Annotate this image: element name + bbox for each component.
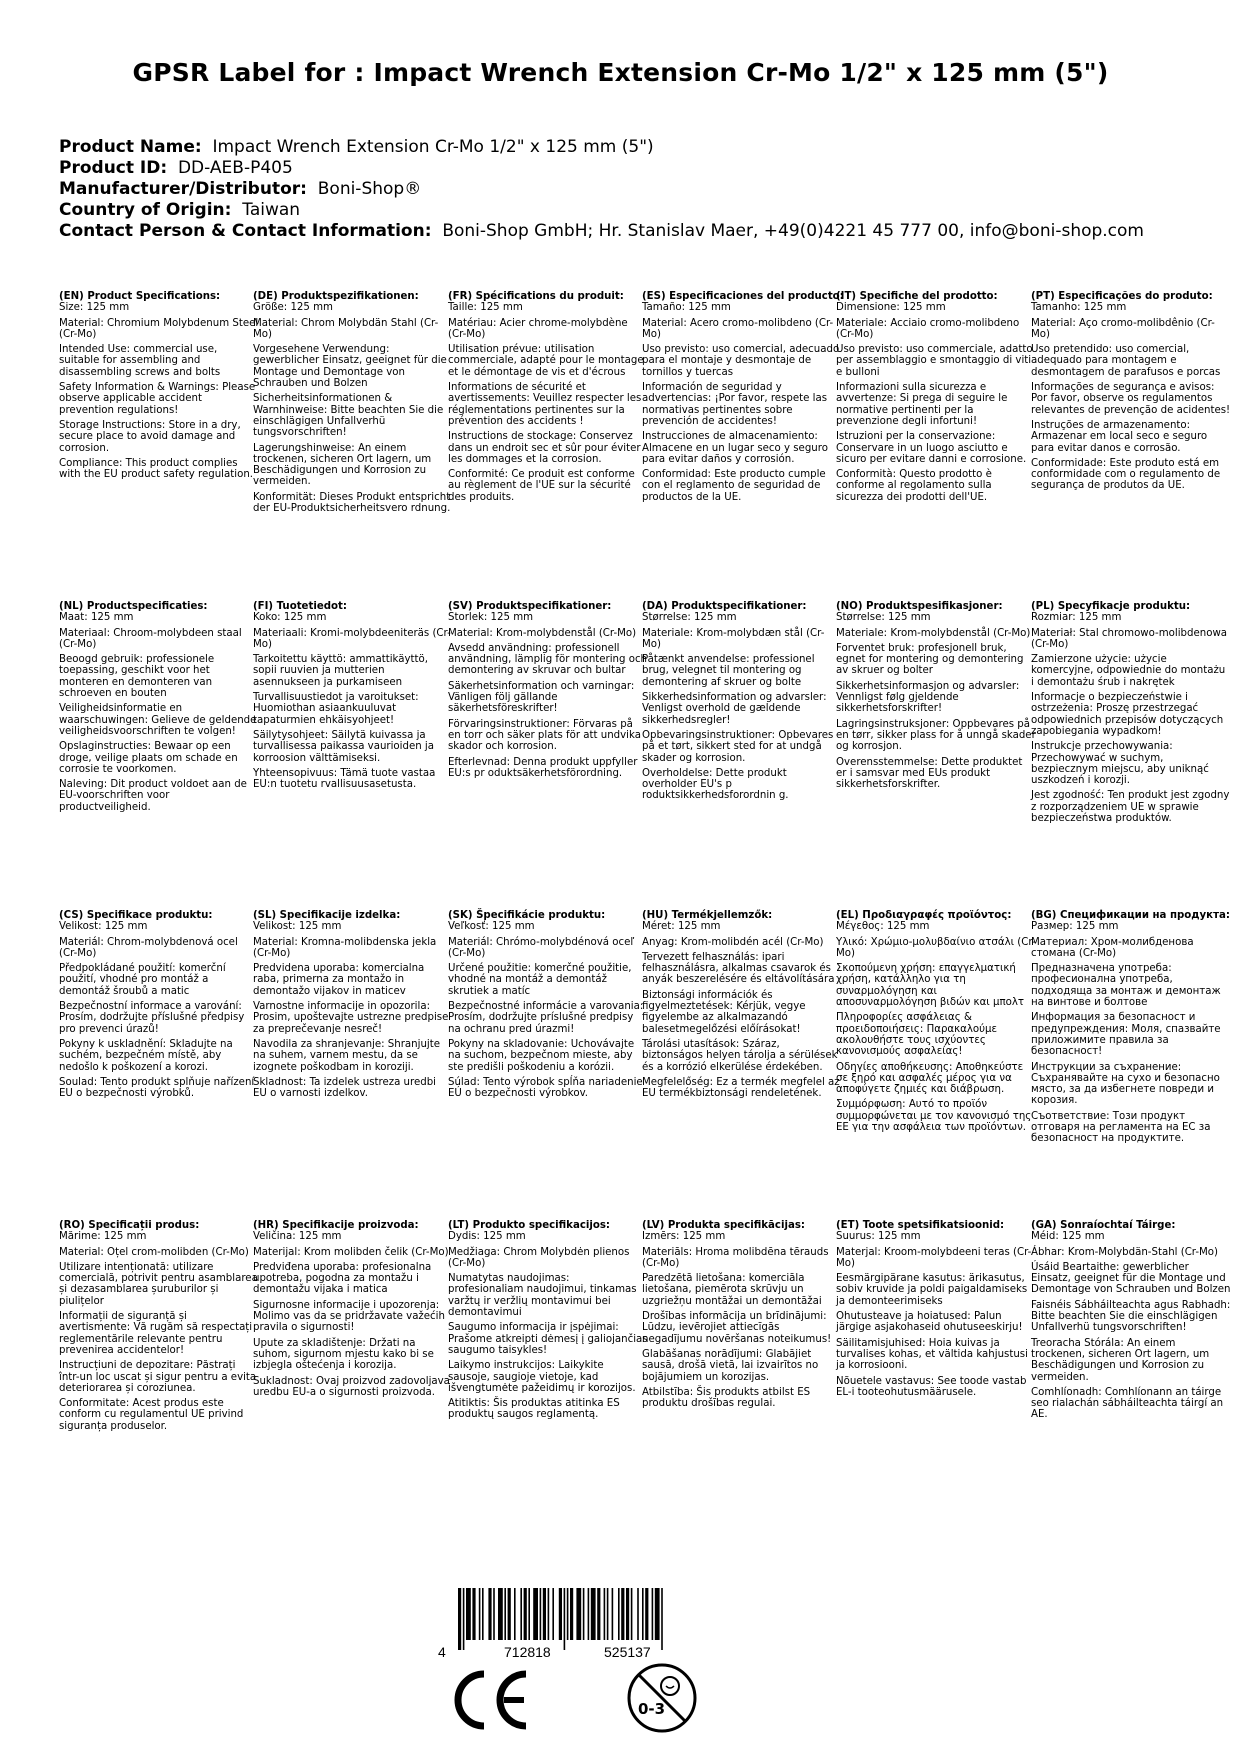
spec-size: Maat: 125 mm: [59, 612, 134, 624]
spec-paragraph: Ohutusteave ja hoiatused: Palun järgige asjakohaseid ohutuseeskirju!: [836, 1311, 1023, 1334]
spec-paragraph: Predviđena uporaba: profesionalna upotreba, pogodna za montažu i demontažu vijaka i matica: [253, 1261, 432, 1296]
barcode-bar: [626, 1588, 629, 1640]
spec-paragraph: Sukladnost: Ovaj proizvod zadovoljava uredbu EU-a o sigurnosti proizvoda.: [253, 1375, 450, 1398]
barcode-bar: [564, 1588, 566, 1650]
spec-paragraph: Utilizare intenționată: utilizare comercială, potrivit pentru asamblarea și dezasamblarea șuruburilor și piulițelor: [59, 1261, 258, 1307]
spec-paragraph: Materiale: Acciaio cromo-molibdeno (Cr-Mo): [836, 317, 1020, 340]
spec-paragraph: Material: Chrom Molybdän Stahl (Cr-Mo): [253, 317, 439, 340]
barcode-bar: [642, 1588, 644, 1640]
spec-paragraph: Intended Use: commercial use, suitable for assembling and disassembling screws and bolts: [59, 344, 221, 378]
barcode: [436, 1588, 736, 1660]
spec-paragraph: Informazioni sulla sicurezza e avvertenze: Si prega di seguire le normative pertinenti per la prevenzione degli infortuni!: [836, 382, 1008, 427]
spec-header: (NO) Produktspesifikasjoner:: [836, 601, 1003, 612]
spec-paragraph: Tervezett felhasználás: ipari felhasználásra, alkalmas csavarok és anyák beszerelésére és eltávolítására: [642, 951, 835, 986]
barcode-bar: [621, 1588, 624, 1640]
barcode-bar: [533, 1588, 538, 1640]
spec-size: Storlek: 125 mm: [448, 612, 534, 624]
spec-block: [836, 1220, 1036, 1402]
spec-header: (CS) Specifikace produktu:: [59, 910, 213, 921]
barcode-bar: [458, 1588, 461, 1650]
spec-paragraph: Instrucciones de almacenamiento: Almacene en un lugar seco y seguro para evitar daños y corrosión.: [642, 431, 828, 465]
spec-block: [59, 601, 259, 817]
spec-size: Velikost: 125 mm: [253, 921, 342, 933]
barcode-bar: [645, 1588, 648, 1640]
spec-header: (SL) Specifikacije izdelka:: [253, 910, 401, 921]
spec-block: [448, 291, 648, 507]
spec-paragraph: Material: Chromium Molybdenum Steel (Cr-Mo): [59, 317, 259, 340]
barcode-bar: [583, 1588, 585, 1640]
spec-paragraph: Lagerungshinweise: An einem trockenen, sicheren Ort lagern, um Beschädigungen und Korrosion zu vermeiden.: [253, 442, 432, 488]
spec-paragraph: Informations de sécurité et avertissements: Veuillez respecter les réglementations pertinentes sur la prévention des accidents !: [448, 382, 642, 427]
spec-paragraph: Nõuetele vastavus: See toode vastab EL-i tooteohutusmäärusele.: [836, 1375, 1027, 1398]
spec-paragraph: Sikkerhetsinformasjon og advarsler: Vennligst følg gjeldende sikkerhetsforskrifter!: [836, 680, 1020, 715]
barcode-bar: [540, 1588, 542, 1640]
barcode-bar: [514, 1588, 516, 1640]
barcode-bar: [488, 1588, 491, 1640]
spec-paragraph: Určené použitie: komerčné použitie, vhodné na montáž a demontáž skrutiek a matíc: [448, 963, 632, 997]
spec-paragraph: Beoogd gebruik: professionele toepassing, geschikt voor het monteren en demonteren van schroeven en bouten: [59, 654, 215, 700]
spec-paragraph: Información de seguridad y advertencias: ¡Por favor, respete las normativas pertinentes sobre prevención de accidentes!: [642, 382, 828, 427]
barcode-bar: [559, 1588, 562, 1640]
spec-paragraph: Yhteensopivuus: Tämä tuote vastaa EU:n tuotetu rvallisuusasetusta.: [253, 767, 436, 791]
spec-header: (DA) Produktspecifikationer:: [642, 601, 807, 612]
spec-header: (FR) Spécifications du produit:: [448, 291, 624, 302]
spec-paragraph: Soulad: Tento produkt splňuje nařízení EU o bezpečnosti výrobků.: [59, 1076, 255, 1100]
barcode-bar: [498, 1588, 503, 1640]
barcode-bar: [482, 1588, 484, 1640]
spec-size: Dydis: 125 mm: [448, 1231, 526, 1243]
spec-size: Størrelse: 125 mm: [642, 612, 737, 624]
spec-paragraph: Συμμόρφωση: Αυτό το προϊόν συμμορφώνεται με τον κανονισμό της ΕΕ για την ασφάλεια των προϊόντων.: [836, 1099, 1032, 1134]
spec-paragraph: Säilitamisjuhised: Hoia kuivas ja turvalises kohas, et vältida kahjustusi ja korrosiooni.: [836, 1337, 1028, 1372]
spec-header: (NL) Productspecificaties:: [59, 601, 208, 612]
spec-size: Størrelse: 125 mm: [836, 612, 931, 624]
spec-size: Méret: 125 mm: [642, 921, 721, 933]
spec-paragraph: Instruções de armazenamento: Armazenar em local seco e seguro para evitar danos e corrosão.: [1031, 419, 1208, 454]
spec-header: (BG) Спецификации на продукта:: [1031, 910, 1230, 921]
spec-header: (PT) Especificações do produto:: [1031, 291, 1213, 302]
spec-block: [448, 910, 648, 1103]
spec-size: Mărime: 125 mm: [59, 1231, 147, 1243]
barcode-bar: [479, 1588, 481, 1640]
spec-paragraph: Súlad: Tento výrobok spĺňa nariadenie EÚ o bezpečnosti výrobkov.: [448, 1076, 643, 1100]
page-title: GPSR Label for : Impact Wrench Extension Cr-Mo 1/2" x 125 mm (5"): [132, 58, 1109, 87]
spec-paragraph: Uso pretendido: uso comercial, adequado para montagem e desmontagem de parafusos e porcas: [1031, 344, 1221, 378]
barcode-bar: [607, 1588, 609, 1640]
spec-header: (FI) Tuotetiedot:: [253, 601, 347, 612]
spec-header: (LT) Produkto specifikacijos:: [448, 1220, 610, 1231]
spec-block: [642, 601, 842, 806]
info-contact: Contact Person & Contact Information: Boni-Shop GmbH; Hr. Stanislav Maer, +49(0)4221 45 777 00, info@boni-shop.com: [59, 221, 1144, 241]
spec-paragraph: Conformità: Questo prodotto è conforme al regolamento sulla sicurezza dei prodotti dell'UE.: [836, 469, 992, 503]
spec-paragraph: Materiál: Chrom-molybdenová ocel (Cr-Mo): [59, 936, 238, 959]
barcode-bar: [567, 1588, 569, 1640]
barcode-bar: [552, 1588, 554, 1640]
barcode-bar: [591, 1588, 596, 1640]
spec-header: (LV) Produkta specifikācijas:: [642, 1220, 805, 1231]
spec-paragraph: Istruzioni per la conservazione: Conservare in un luogo asciutto e sicuro per evitare danni e corrosione.: [836, 431, 1027, 465]
spec-block: [253, 291, 453, 518]
spec-paragraph: Πληροφορίες ασφάλειας & προειδοποιήσεις: Παρακαλούμε ακολουθήστε τους ισχύοντες κανονισμούς ασφαλείας!: [836, 1012, 998, 1058]
spec-size: Izmērs: 125 mm: [642, 1231, 726, 1243]
spec-paragraph: Förvaringsinstruktioner: Förvaras på en torr och säker plats för att undvika skador och korrosion.: [448, 718, 641, 753]
spec-paragraph: Материал: Хром-молибденова стомана (Cr-Mo): [1031, 936, 1194, 959]
spec-paragraph: Инструкции за съхранение: Съхранявайте на сухо и безопасно място, за да избегнете повреди и корозия.: [1031, 1061, 1220, 1107]
spec-block: [642, 1220, 842, 1413]
spec-paragraph: Instrukcje przechowywania: Przechowywać w suchym, bezpiecznym miejscu, aby uniknąć uszkodzeń i korozji.: [1031, 741, 1209, 787]
spec-paragraph: Pokyny na skladovanie: Uchovávajte na suchom, bezpečnom mieste, aby ste predišli poškodeniu a korózii.: [448, 1038, 635, 1073]
barcode-bar: [493, 1588, 495, 1640]
spec-block: [1031, 291, 1231, 496]
spec-size: Размер: 125 mm: [1031, 921, 1119, 933]
product-info: [59, 137, 1229, 242]
spec-paragraph: Ábhar: Krom-Molybdän-Stahl (Cr-Mo): [1031, 1246, 1219, 1258]
spec-paragraph: Materiál: Chrómo-molybdénová oceľ (Cr-Mo): [448, 936, 635, 959]
spec-paragraph: Pokyny k uskladnění: Skladujte na suchém, bezpečném místě, aby nedošlo k poškození a korozi.: [59, 1038, 233, 1073]
spec-paragraph: Predvidena uporaba: komercialna raba, primerna za montažo in demontažo vijakov in maticev: [253, 963, 425, 997]
spec-paragraph: Tárolási utasítások: Száraz, biztonságos helyen tárolja a sérülések és a korrózió elkerülése érdekében.: [642, 1038, 838, 1073]
barcode-bar: [520, 1588, 522, 1640]
spec-paragraph: Overensstemmelse: Dette produktet er i samsvar med EUs produkt sikkerhetsforskrifter.: [836, 756, 1023, 791]
spec-header: (ES) Especificaciones del producto:: [642, 291, 844, 302]
barcode-digit-1: 4: [438, 1644, 446, 1660]
spec-size: Μέγεθος: 125 mm: [836, 921, 930, 933]
spec-paragraph: Materiaali: Kromi-molybdeeniteräs (Cr-Mo): [253, 627, 451, 650]
spec-paragraph: Forventet bruk: profesjonell bruk, egnet for montering og demontering av skruer og bolter: [836, 642, 1024, 677]
spec-size: Koko: 125 mm: [253, 612, 327, 624]
spec-size: Size: 125 mm: [59, 302, 130, 314]
spec-paragraph: Informacje o bezpieczeństwie i ostrzeżenia: Proszę przestrzegać odpowiednich przepisów dotyczących zapobiegania wypadkom!: [1031, 692, 1224, 737]
spec-size: Velikost: 125 mm: [59, 921, 148, 933]
spec-paragraph: Utilisation prévue: utilisation commerciale, adapté pour le montage et le démontage de vis et d'écrous: [448, 344, 644, 378]
spec-paragraph: Compliance: This product complies with the EU product safety regulation.: [59, 457, 254, 481]
info-manufacturer: Manufacturer/Distributor: Boni-Shop®: [59, 179, 422, 199]
spec-block: [59, 1220, 259, 1436]
spec-paragraph: Tarkoitettu käyttö: ammattikäyttö, sopii ruuvien ja mutterien asennukseen ja purkamiseen: [253, 654, 429, 688]
spec-paragraph: Sikkerhedsinformation og advarsler: Venligst overhold de gældende sikkerhedsregler!: [642, 692, 827, 726]
spec-header: (HU) Termékjellemzők:: [642, 910, 773, 921]
spec-size: Veličina: 125 mm: [253, 1231, 342, 1243]
spec-paragraph: Materiale: Krom-molybdenstål (Cr-Mo): [836, 627, 1031, 639]
spec-block: [59, 910, 259, 1103]
spec-paragraph: Naleving: Dit product voldoet aan de EU-voorschriften voor productveiligheid.: [59, 779, 247, 813]
spec-paragraph: Materjal: Kroom-molybdeeni teras (Cr-Mo): [836, 1246, 1032, 1269]
spec-paragraph: Skladnost: Ta izdelek ustreza uredbi EU o varnosti izdelkov.: [253, 1076, 437, 1100]
spec-paragraph: Safety Information & Warnings: Please observe applicable accident prevention regulations!: [59, 382, 256, 416]
spec-size: Tamanho: 125 mm: [1031, 302, 1127, 314]
spec-block: [836, 910, 1036, 1137]
barcode-bar: [543, 1588, 546, 1640]
spec-paragraph: Opbevaringsinstruktioner: Opbevares på et tørt, sikkert sted for at undgå skader og korrosion.: [642, 729, 834, 764]
spec-paragraph: Uso previsto: uso comercial, adecuado para el montaje y desmontaje de tornillos y tuercas: [642, 344, 840, 378]
spec-paragraph: Instrucțiuni de depozitare: Păstrați într-un loc uscat și sigur pentru a evita deteriorarea și coroziunea.: [59, 1360, 257, 1394]
barcode-bar: [463, 1588, 465, 1650]
barcode-bar: [466, 1588, 471, 1640]
spec-paragraph: Faisnéis Sábháilteachta agus Rabhadh: Bitte beachten Sie die einschlägigen Unfallverhü tungsvorschriften!: [1031, 1299, 1231, 1334]
spec-paragraph: Storage Instructions: Store in a dry, secure place to avoid damage and corrosion.: [59, 419, 241, 454]
spec-paragraph: Turvallisuustiedot ja varoitukset: Huomiothan asiaankuuluvat tapaturmien ehkäisyohjeet!: [253, 692, 419, 726]
spec-paragraph: Medžiaga: Chrom Molybdėn plienos (Cr-Mo): [448, 1246, 630, 1269]
spec-paragraph: Material: Aço cromo-molibdênio (Cr-Mo): [1031, 317, 1215, 340]
barcode-bar: [597, 1588, 600, 1640]
info-product-id: Product ID: DD-AEB-P405: [59, 158, 293, 178]
spec-paragraph: Varnostne informacije in opozorila: Prosim, upoštevajte ustrezne predpise za preprečevanje nesreč!: [253, 1001, 449, 1035]
spec-paragraph: Bezpečnostní informace a varování: Prosím, dodržujte příslušné předpisy pro prevenci úrazů!: [59, 1001, 245, 1035]
age-range-label: 0-3: [638, 1700, 666, 1718]
spec-paragraph: Anyag: Krom-molibdén acél (Cr-Mo): [642, 936, 824, 948]
spec-paragraph: Material: Krom-molybdenstål (Cr-Mo): [448, 627, 637, 639]
spec-paragraph: Jest zgodność: Ten produkt jest zgodny z rozporządzeniem UE w sprawie bezpieczeństwa produktów.: [1031, 790, 1230, 825]
spec-paragraph: Informații de siguranță și avertismente: Vă rugăm să respectați reglementările relevante pentru prevenirea accidentelor!: [59, 1311, 253, 1356]
barcode-bar: [508, 1588, 511, 1640]
barcode-bar: [504, 1588, 506, 1640]
spec-paragraph: Uso previsto: uso commerciale, adatto per assemblaggio e smontaggio di viti e bulloni: [836, 344, 1033, 378]
spec-paragraph: Sigurnosne informacije i upozorenja: Molimo vas da se pridržavate važećih pravila o sigurnosti!: [253, 1299, 445, 1334]
barcode-bar: [631, 1588, 633, 1640]
spec-header: (RO) Specificații produs:: [59, 1220, 200, 1231]
spec-paragraph: Drošības informācija un brīdinājumi: Lūdzu, ievērojiet attiecīgās negadījumu novēršanas noteikumus!: [642, 1311, 832, 1345]
spec-block: [253, 1220, 453, 1402]
spec-paragraph: Предназначена употреба: професионална употреба, подходяща за монтаж и демонтаж на винтове и болтове: [1031, 963, 1221, 1009]
spec-paragraph: Megfelelőség: Ez a termék megfelel az EU termékbiztonsági rendeletének.: [642, 1076, 840, 1100]
spec-paragraph: Comhlíonadh: Comhlíonann an táirge seo rialachán sábháilteachta táirgí an AE.: [1031, 1386, 1224, 1421]
spec-size: Méid: 125 mm: [1031, 1231, 1105, 1243]
spec-block: [642, 291, 842, 507]
spec-paragraph: Conformité: Ce produit est conforme au règlement de l'UE sur la sécurité des produits.: [448, 469, 635, 503]
spec-paragraph: Materiale: Krom-molybdæn stål (Cr-Mo): [642, 627, 825, 650]
spec-block: [1031, 910, 1231, 1149]
barcode-bar: [652, 1588, 654, 1640]
spec-size: Tamaño: 125 mm: [642, 302, 731, 314]
spec-block: [1031, 601, 1231, 828]
spec-paragraph: Upute za skladištenje: Držati na suhom, sigurnom mjestu kako bi se izbjegla oštećenja i korozija.: [253, 1337, 434, 1372]
spec-paragraph: Matériau: Acier chrome-molybdène (Cr-Mo): [448, 317, 628, 340]
spec-header: (HR) Specifikacije proizvoda:: [253, 1220, 419, 1231]
spec-paragraph: Předpokládané použití: komerční použití, vhodné pro montáž a demontáž šroubů a matic: [59, 963, 226, 997]
spec-paragraph: Säilytysohjeet: Säilytä kuivassa ja turvallisessa paikassa vaurioiden ja korroosion välttämiseksi.: [253, 729, 434, 764]
spec-paragraph: Biztonsági információk és figyelmeztetések: Kérjük, vegye figyelembe az alkalmazandó balesetmegelőzési előírásokat!: [642, 989, 806, 1035]
spec-header: (SV) Produktspecifikationer:: [448, 601, 612, 612]
spec-block: [253, 601, 453, 794]
spec-paragraph: Treoracha Stórála: An einem trockenen, sicheren Ort lagern, um Beschädigungen und Korrosion zu vermeiden.: [1031, 1337, 1210, 1383]
spec-paragraph: Информация за безопасност и предупреждения: Моля, спазвайте приложимите правила за безопасност!: [1031, 1012, 1221, 1058]
spec-paragraph: Materijal: Krom molibden čelik (Cr-Mo): [253, 1246, 449, 1258]
spec-paragraph: Sicherheitsinformationen & Warnhinweise: Bitte beachten Sie die einschlägigen Unfallverhü tungsvorschriften!: [253, 393, 444, 439]
spec-block: [1031, 1220, 1231, 1425]
spec-paragraph: Съответствие: Този продукт отговаря на регламента на ЕС за безопасност на продуктите.: [1031, 1110, 1211, 1145]
spec-paragraph: Atitiktis: Šis produktas atitinka ES produktų saugos reglamentą.: [448, 1398, 620, 1421]
barcode-bar: [524, 1588, 527, 1640]
spec-size: Suurus: 125 mm: [836, 1231, 921, 1243]
barcode-bar: [612, 1588, 614, 1640]
spec-paragraph: Materiaal: Chroom-molybdeen staal (Cr-Mo): [59, 627, 242, 650]
spec-paragraph: Efterlevnad: Denna produkt uppfyller EU:s pr oduktsäkerhetsförordning.: [448, 756, 638, 779]
spec-paragraph: Informações de segurança e avisos: Por favor, observe os regulamentos relevantes de prevenção de acidentes!: [1031, 382, 1231, 416]
spec-header: (EN) Product Specifications:: [59, 291, 221, 302]
barcode-bar: [472, 1588, 475, 1640]
spec-block: [642, 910, 842, 1103]
spec-block: [59, 291, 259, 484]
spec-paragraph: Υλικό: Χρώμιο-μολυβδαίνιο ατσάλι (Cr-Mo): [836, 936, 1036, 959]
spec-paragraph: Overholdelse: Dette produkt overholder EU's p roduktsikkerhedsforordnin g.: [642, 767, 789, 802]
barcode-digits-2: 712818: [504, 1644, 551, 1660]
spec-paragraph: Navodila za shranjevanje: Shranjujte na suhem, varnem mestu, da se izognete poškodbam in koroziji.: [253, 1038, 441, 1073]
spec-paragraph: Instructions de stockage: Conservez dans un endroit sec et sûr pour éviter les dommages et la corrosion.: [448, 431, 641, 465]
spec-paragraph: Opslaginstructies: Bewaar op een droge, veilige plaats om schade en corrosie te voorkomen.: [59, 741, 238, 775]
spec-paragraph: Οδηγίες αποθήκευσης: Αποθηκεύστε σε ξηρό και ασφαλές μέρος για να αποφύγετε ζημιές και διάβρωση.: [836, 1061, 1024, 1096]
spec-paragraph: Conformidade: Este produto está em conformidade com o regulamento de segurança de produtos da UE.: [1031, 457, 1221, 492]
spec-paragraph: Bezpečnostné informácie a varovania: Prosím, dodržujte príslušné predpisy na ochranu pred úrazmi!: [448, 1001, 644, 1035]
spec-paragraph: Material: Oțel crom-molibden (Cr-Mo): [59, 1246, 249, 1258]
spec-header: (IT) Specifiche del prodotto:: [836, 291, 998, 302]
spec-paragraph: Conformidad: Este producto cumple con el reglamento de seguridad de productos de la UE.: [642, 469, 826, 503]
spec-paragraph: Lagringsinstruksjoner: Oppbevares på en tørr, sikker plass for å unngå skader og korrosjon.: [836, 718, 1036, 753]
barcode-bar: [548, 1588, 550, 1640]
spec-paragraph: Material: Acero cromo-molibdeno (Cr-Mo): [642, 317, 834, 340]
spec-paragraph: Saugumo informacija ir įspėjimai: Prašome atkreipti dėmesį į galiojančias saugumo taisykles!: [448, 1322, 648, 1356]
spec-header: (DE) Produktspezifikationen:: [253, 291, 419, 302]
spec-block: [836, 291, 1036, 507]
barcode-bar: [528, 1588, 530, 1640]
barcode-bar: [604, 1588, 606, 1640]
barcode-bar: [637, 1588, 639, 1640]
spec-paragraph: Σκοπούμενη χρήση: επαγγελματική χρήση, κατάλληλο για τη συναρμολόγηση και αποσυναρμολόγηση βιδών και μπολτ: [836, 963, 1024, 1009]
barcode-bar: [576, 1588, 581, 1640]
spec-paragraph: Glabāšanas norādījumi: Glabājiet sausā, drošā vietā, lai izvairītos no bojājumiem un korozijas.: [642, 1348, 819, 1383]
spec-paragraph: Påtænkt anvendelse: professionel brug, velegnet til montering og demontering af skruer og bolte: [642, 654, 815, 688]
spec-paragraph: Zamierzone użycie: użycie komercyjne, odpowiednie do montażu i demontażu śrub i nakrętek: [1031, 654, 1226, 688]
age-warning-icon: [626, 1662, 698, 1734]
spec-paragraph: Konformität: Dieses Produkt entspricht der EU-Produktsicherheitsvero rdnung.: [253, 491, 451, 515]
barcode-bar: [588, 1588, 590, 1640]
spec-block: [836, 601, 1036, 794]
spec-size: Dimensione: 125 mm: [836, 302, 946, 314]
spec-size: Rozmiar: 125 mm: [1031, 612, 1122, 624]
barcode-digits-3: 525137: [604, 1644, 651, 1660]
spec-paragraph: Paredzētā lietošana: komerciāla lietošana, piemērota skrūvju un uzgriežņu montāžai un demontāžai: [642, 1273, 822, 1307]
spec-paragraph: Eesmärgipärane kasutus: ärikasutus, sobiv kruvide ja poldi paigaldamiseks ja demonteerimiseks: [836, 1273, 1028, 1307]
spec-header: (PL) Specyfikacje produktu:: [1031, 601, 1191, 612]
info-product-name: Product Name: Impact Wrench Extension Cr-Mo 1/2" x 125 mm (5"): [59, 137, 654, 157]
barcode-bar: [570, 1588, 573, 1640]
spec-block: [253, 910, 453, 1103]
spec-paragraph: Vorgesehene Verwendung: gewerblicher Einsatz, geeignet für die Montage und Demontage von Schrauben und Bolzen: [253, 344, 447, 390]
spec-size: Größe: 125 mm: [253, 302, 333, 314]
barcode-bar: [618, 1588, 620, 1640]
barcode-bar: [661, 1588, 663, 1650]
spec-block: [448, 601, 648, 783]
spec-header: (GA) Sonraíochtaí Táirge:: [1031, 1220, 1176, 1231]
spec-paragraph: Materiał: Stal chromowo-molibdenowa (Cr-Mo): [1031, 627, 1228, 650]
ce-mark-icon: [452, 1668, 534, 1732]
spec-size: Veľkosť: 125 mm: [448, 921, 535, 933]
info-country: Country of Origin: Taiwan: [59, 200, 301, 220]
spec-block: [448, 1220, 648, 1425]
spec-paragraph: Material: Kromna-molibdenska jekla (Cr-Mo): [253, 936, 437, 959]
barcode-bar: [655, 1588, 660, 1640]
spec-paragraph: Conformitate: Acest produs este conform cu regulamentul UE privind siguranța produselor.: [59, 1398, 244, 1432]
spec-paragraph: Avsedd användning: professionell användning, lämplig för montering och demontering av skruvar och bultar: [448, 642, 648, 677]
spec-paragraph: Numatytas naudojimas: profesionaliam naudojimui, tinkamas varžtų ir veržlių montavimui bei demontavimui: [448, 1273, 637, 1319]
spec-paragraph: Úsáid Beartaithe: gewerblicher Einsatz, geeignet für die Montage und Demontage von Schrauben und Bolzen: [1031, 1261, 1231, 1296]
spec-paragraph: Materiāls: Hroma molibdēna tērauds (Cr-Mo): [642, 1246, 829, 1269]
spec-size: Taille: 125 mm: [448, 302, 523, 314]
spec-paragraph: Laikymo instrukcijos: Laikykite sausoje, saugioje vietoje, kad išvengtumėte pažeidimų ir korozijos.: [448, 1360, 636, 1394]
spec-header: (EL) Προδιαγραφές προϊόντος:: [836, 910, 1012, 921]
spec-header: (ET) Toote spetsifikatsioonid:: [836, 1220, 1005, 1231]
spec-paragraph: Säkerhetsinformation och varningar: Vänligen följ gällande säkerhetsföreskrifter!: [448, 680, 635, 715]
spec-paragraph: Veiligheidsinformatie en waarschuwingen: Gelieve de geldende veiligheidsvoorschriften te volgen!: [59, 703, 257, 737]
spec-header: (SK) Špecifikácie produktu:: [448, 910, 606, 921]
spec-paragraph: Atbilstība: Šis produkts atbilst ES produktu drošības regulai.: [642, 1386, 811, 1410]
